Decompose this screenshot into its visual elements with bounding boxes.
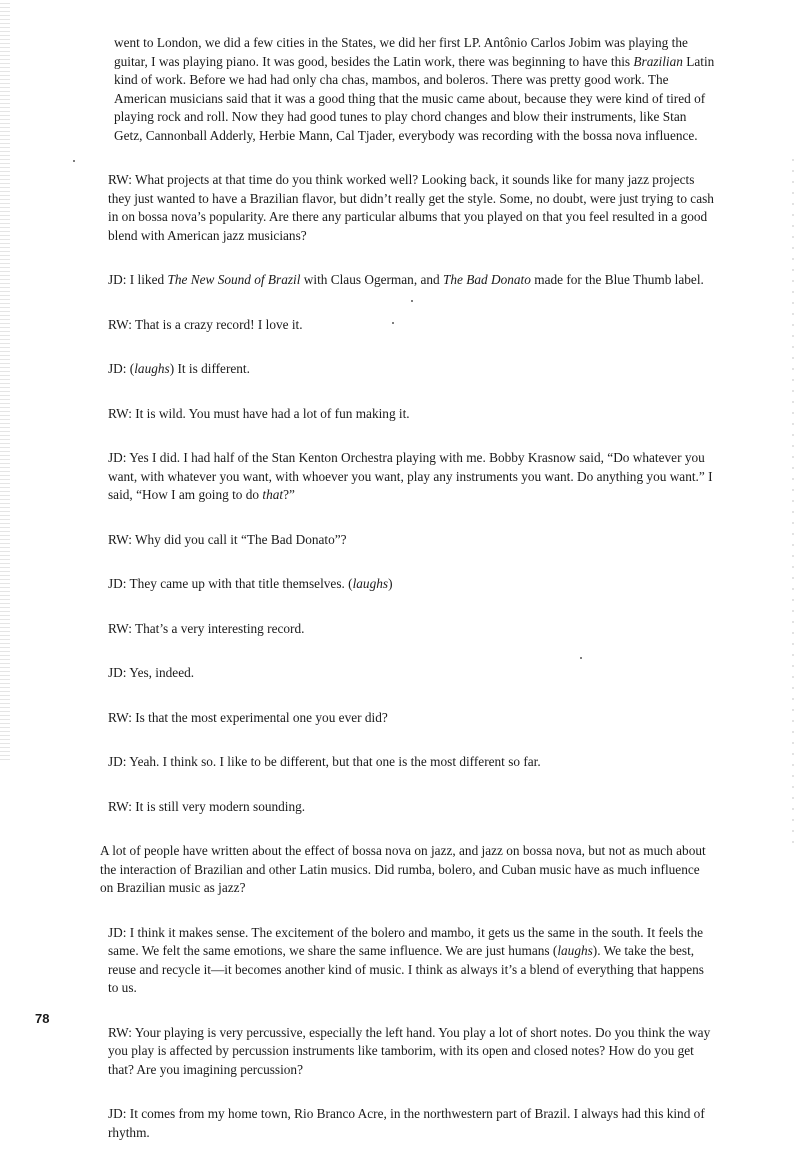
page-number: 78 — [35, 1011, 50, 1026]
text-run: JD: Yes, indeed. — [108, 665, 195, 680]
text-run: went to London, we did a few cities in the States, we did her first LP. Antônio Carlos Jobim was playing the guitar, I was playing piano. It was good, besides the Latin work, there was beginning to have this — [114, 35, 688, 69]
text-run: JD: ( — [108, 361, 135, 376]
interview-question — [100, 316, 715, 335]
italic-text: The New Sound of Brazil — [167, 272, 301, 287]
text-run: RW: What projects at that time do you think worked well? Looking back, it sounds like for many jazz projects they just wanted to have a Brazilian flavor, but didn’t really get the style. Some, no doubt, were just trying to cash in on bossa nova’s popularity. Are there any particular albums that you played on that you feel resulted in a good blend with American jazz musicians? — [108, 172, 714, 243]
interview-question — [100, 798, 715, 817]
interview-question — [100, 531, 715, 550]
text-run: Latin kind of work. Before we had had only cha chas, mambos, and boleros. There was pretty good work. The American musicians said that it was a good thing that the music came about, because they were kind of tired of playing rock and roll. Now they had good tunes to play chord changes and blow their instruments, like Stan Getz, Cannonball Adderly, Herbie Mann, Cal Tjader, everybody was recording with the bossa nova influence. — [114, 53, 715, 143]
paragraph — [100, 34, 715, 145]
text-run: JD: Yes I did. I had half of the Stan Kenton Orchestra playing with me. Bobby Krasnow said, “Do whatever you want, with whatever you want, with whoever you want, play any instruments you want. Do anything you want.” I said, “How I am going to do — [108, 450, 713, 502]
interview-answer — [100, 271, 715, 290]
text-run: RW: Your playing is very percussive, especially the left hand. You play a lot of short notes. Do you think the way you play is affected by percussion instruments like tamborim, with its open and closed notes? How do you get that? Are you imagining percussion? — [108, 1024, 711, 1077]
italic-text: laughs — [352, 576, 389, 591]
text-run: RW: Why did you call it “The Bad Donato”? — [108, 531, 347, 547]
interview-answer — [100, 449, 715, 505]
interview-answer — [100, 575, 715, 594]
interview-answer — [100, 924, 715, 998]
interview-answer — [100, 664, 715, 683]
document-page — [100, 34, 715, 1168]
interview-question — [100, 405, 715, 424]
text-run: JD: It comes from my home town, Rio Branco Acre, in the northwestern part of Brazil. I always had this kind of rhythm. — [108, 1106, 705, 1140]
interview-question — [100, 171, 715, 245]
text-run: RW: It is still very modern sounding. — [108, 798, 306, 814]
interview-answer — [100, 1105, 715, 1142]
scan-left-edge — [0, 0, 10, 760]
interview-question — [100, 709, 715, 728]
text-run: RW: That is a crazy record! I love it. — [108, 316, 303, 332]
italic-text: Brazilian — [633, 53, 683, 69]
interview-answer — [100, 753, 715, 772]
text-run: ?” — [283, 487, 295, 502]
interview-answer — [100, 360, 715, 379]
text-run: JD: I think it makes sense. The excitement of the bolero and mambo, it gets us the same in the south. It feels the same. We felt the same emotions, we share the same influence. We are just humans ( — [108, 924, 704, 958]
text-run: RW: That’s a very interesting record. — [108, 620, 305, 636]
scan-speck — [73, 160, 75, 162]
text-run: JD: I liked — [108, 272, 168, 287]
text-run: ) It is different. — [169, 361, 250, 376]
italic-text: The Bad Donato — [443, 272, 531, 287]
italic-text: that — [262, 487, 284, 502]
italic-text: laughs — [557, 943, 593, 958]
interview-question — [100, 1024, 715, 1080]
interview-question — [100, 620, 715, 639]
text-run: RW: It is wild. You must have had a lot of fun making it. — [108, 405, 410, 421]
text-run: with Claus Ogerman, and — [300, 272, 443, 287]
text-run: ) — [388, 576, 393, 591]
text-run: RW: Is that the most experimental one you ever did? — [108, 709, 388, 725]
text-run: made for the Blue Thumb label. — [530, 272, 704, 287]
text-run: A lot of people have written about the effect of bossa nova on jazz, and jazz on bossa nova, but not as much about the interaction of Brazilian and other Latin musics. Did rumba, bolero, and Cuban music have as much influence on Brazilian music as jazz? — [100, 843, 706, 895]
text-run: JD: Yeah. I think so. I like to be different, but that one is the most different so far. — [108, 754, 541, 769]
text-run: JD: They came up with that title themselves. ( — [108, 576, 353, 591]
italic-text: laughs — [134, 361, 170, 376]
scan-right-edge — [792, 150, 794, 850]
text-run: ). We take the best, reuse and recycle it—it becomes another kind of music. I think as always it’s a blend of everything that happens to us. — [108, 943, 704, 995]
interview-question — [100, 842, 715, 898]
